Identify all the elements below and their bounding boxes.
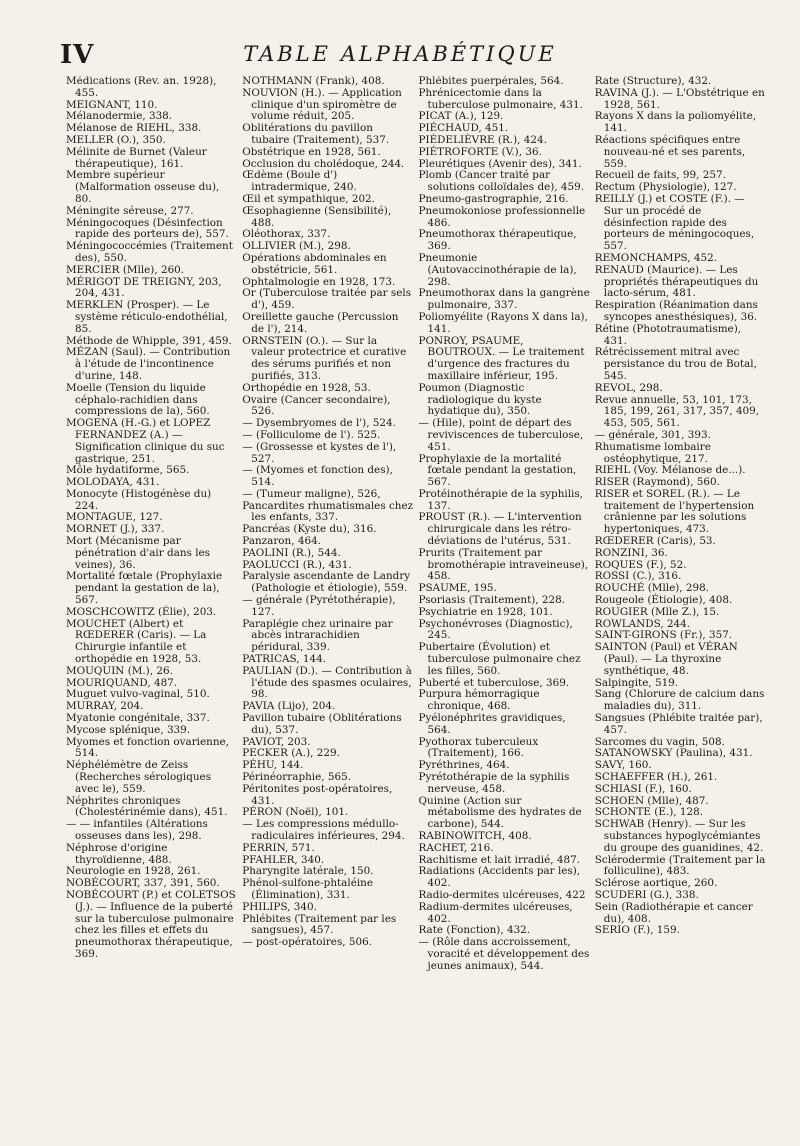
index-entry: SCHOEN (Mlle), 487.	[594, 794, 709, 807]
index-entry: MELLER (O.), 350.	[66, 133, 166, 146]
index-entry: Pneumothorax thérapeutique, 369.	[418, 228, 577, 253]
index-entry: RIEHL (Voy. Mélanose de...).	[594, 464, 746, 477]
index-entry: SCUDERI (G.), 338.	[594, 888, 699, 901]
index-entry: PIÉDELIÈVRE (R.), 424.	[418, 133, 547, 146]
index-entry: PONROY, PSAUME, BOUTROUX. — Le traitement d'urgence des fractures du maxillaire inférieur, 195.	[418, 334, 585, 382]
index-entry: SCHWAB (Henry). — Sur les substances hypoglycémiantes du groupe des guanidines, 42.	[594, 818, 764, 854]
index-entry: — post-opératoires, 506.	[242, 936, 373, 949]
index-entry: PICAT (A.), 129.	[418, 110, 504, 123]
index-entry: Salpingite, 519.	[594, 676, 679, 689]
index-entry: MOSCHCOWITZ (Élie), 203.	[66, 605, 217, 618]
index-entry: — générale, 301, 393.	[594, 428, 711, 441]
index-entry: — — infantiles (Altérations osseuses dans les), 298.	[66, 818, 208, 842]
index-entry: Rate (Structure), 432.	[594, 76, 712, 87]
index-entry: Rhumatisme lombaire ostéophytique, 217.	[594, 440, 711, 465]
index-entry: PAVIA (Lijo), 204.	[242, 700, 336, 713]
index-entry: Sang (Chlorure de calcium dans maladies du), 311.	[594, 688, 765, 713]
index-entry: — Les compressions médullo-radiculaires inférieures, 294.	[242, 818, 405, 842]
index-entry: Néphélémètre de Zeiss (Recherches sérologiques avec le), 559.	[66, 759, 212, 795]
index-entry: Œdème (Boule d') intradermique, 240.	[242, 169, 357, 194]
index-entry: Pyothorax tuberculeux (Traitement), 166.	[418, 735, 539, 760]
index-entry: MOGENA (H.-G.) et LOPEZ FERNANDEZ (A.) — Signification clinique du suc gastrique, 251.	[66, 417, 225, 465]
index-entry: Psoriasis (Traitement), 228.	[418, 594, 566, 607]
index-entry: MERCIER (Mlle), 260.	[66, 263, 185, 276]
index-column	[419, 76, 590, 1136]
index-entry: Sangsues (Phlébite traitée par), 457.	[594, 712, 763, 736]
index-entry: SCHAEFFER (H.), 261.	[594, 771, 718, 784]
index-entry: Radio-dermites ulcéreuses, 422	[418, 888, 586, 901]
index-entry: Mort (Mécanisme par pénétration d'air dans les veines), 36.	[66, 535, 211, 571]
index-entry: Périnéorraphie, 565.	[242, 771, 351, 784]
index-entry: Pubertaire (Évolution) et tuberculose pulmonaire chez les filles, 560.	[418, 641, 581, 677]
index-entry: Purpura hémorragique chronique, 468.	[418, 688, 540, 713]
index-entry: MEIGNANT, 110.	[66, 98, 158, 111]
index-entry: Panzaron, 464.	[242, 535, 321, 548]
index-entry: Sclérose aortique, 260.	[594, 877, 718, 890]
index-entry: Pneumo-gastrographie, 216.	[418, 192, 569, 205]
index-entry: RISER et SOREL (R.). — Le traitement de l'hypertension crânienne par les solutions hypertoniques, 473.	[594, 487, 755, 536]
index-entry: Myatonie congénitale, 337.	[66, 712, 210, 725]
index-entry: Paralysie ascendante de Landry (Pathologie et étiologie), 559.	[242, 570, 411, 595]
index-entry: Rayons X dans la poliomyélite, 141.	[594, 110, 757, 135]
index-entry: — (Grossesse et kystes de l'), 527.	[242, 440, 397, 465]
index-entry: MERKLEN (Prosper). — Le système réticulo-endothélial, 85.	[66, 299, 228, 335]
index-entry: Mycose splénique, 339.	[66, 723, 191, 736]
index-entry: SCHONTE (E.), 128.	[594, 806, 704, 819]
index-entry: Prophylaxie de la mortalité fœtale pendant la gestation, 567.	[418, 452, 577, 489]
index-entry: Oléothorax, 337.	[242, 228, 331, 241]
index-entry: RENAUD (Maurice). — Les propriétés thérapeutiques du lacto-sérum, 481.	[594, 263, 759, 300]
index-entry: — générale (Pyrétothérapie), 127.	[242, 594, 396, 618]
index-entry: PAVIOT, 203.	[242, 735, 311, 748]
index-entry: Poliomyélite (Rayons X dans la), 141.	[418, 310, 588, 335]
index-entry: NOBÉCOURT (P.) et COLETSOS (J.). — Influence de la puberté sur la tuberculose pulmonaire chez les filles et effets du pneumothorax thérapeutique, 369.	[66, 888, 236, 960]
index-entry: Oreillette gauche (Percussion de l'), 214.	[242, 310, 399, 335]
index-entry: PIÉTROFORTE (V.), 36.	[418, 145, 542, 158]
index-entry: Neurologie en 1928, 261.	[66, 865, 201, 878]
index-entry: — (Tumeur maligne), 526,	[242, 487, 381, 500]
index-entry: SAINTON (Paul) et VÉRAN (Paul). — La thyroxine synthétique, 48.	[594, 641, 738, 677]
index-entry: Pancardites rhumatismales chez les enfants, 337.	[242, 499, 414, 524]
index-entry: Sein (Radiothérapie et cancer du), 408.	[594, 900, 753, 925]
index-entry: Mélanose de RIEHL, 338.	[66, 122, 202, 135]
index-entry: PERRIN, 571.	[242, 841, 315, 854]
index-entry: Poumon (Diagnostic radiologique du kyste hydatique du), 350.	[418, 381, 542, 418]
index-entry: Pneumonie (Autovaccinothérapie de la), 298.	[418, 251, 577, 288]
index-entry: Sclérodermie (Traitement par la folliculine), 483.	[594, 853, 766, 878]
index-entry: ROUGIER (Mlle Z.), 15.	[594, 605, 720, 618]
index-entry: Quinine (Action sur métabolisme des hydrates de carbone), 544.	[418, 794, 582, 831]
index-entry: — (Rôle dans accroissement, voracité et développement des jeunes animaux), 544.	[418, 936, 590, 972]
index-entry: Phlébites (Traitement par les sangsues), 457.	[242, 912, 397, 937]
index-entry: PAOLUCCI (R.), 431.	[242, 558, 352, 571]
index-entry: OLLIVIER (M.), 298.	[242, 240, 351, 253]
index-entry: SCHIASI (F.), 160.	[594, 782, 692, 795]
index-entry: NOTHMANN (Frank), 408.	[242, 76, 385, 87]
index-entry: MONTAGUE, 127.	[66, 511, 163, 524]
index-entry: Radium-dermites ulcéreuses, 402.	[418, 900, 573, 925]
index-entry: PSAUME, 195.	[418, 582, 497, 595]
index-entry: Pleurétiques (Avenir des), 341.	[418, 157, 582, 170]
index-entry: Rate (Fonction), 432.	[418, 924, 531, 937]
index-entry: MORNET (J.), 337.	[66, 523, 165, 536]
index-entry: Ovaire (Cancer secondaire), 526.	[242, 393, 391, 418]
index-entry: Paraplégie chez urinaire par abcès intrarachidien péridural, 339.	[242, 617, 393, 654]
index-entry: PIÉCHAUD, 451.	[418, 122, 509, 135]
index-entry: Phlébites puerpérales, 564.	[418, 76, 564, 87]
index-entry: — Dysembryomes de l'), 524.	[242, 417, 396, 430]
index-entry: REVOL, 298.	[594, 381, 663, 394]
index-entry: Mélanodermie, 338.	[66, 110, 173, 123]
index-entry: MOUCHET (Albert) et RŒDERER (Caris). — La Chirurgie infantile et orthopédie en 1928, 53.	[66, 617, 207, 666]
index-entry: Péritonites post-opératoires, 431.	[242, 782, 393, 807]
index-entry: SAVY, 160.	[594, 759, 652, 772]
index-entry: Psychonévroses (Diagnostic), 245.	[418, 617, 573, 642]
index-entry: Puberté et tuberculose, 369.	[418, 676, 570, 689]
index-entry: Respiration (Réanimation dans syncopes anesthésiques), 36.	[594, 299, 758, 323]
index-entry: Radiations (Accidents par les), 402.	[418, 865, 581, 890]
index-entry: Obstétrique en 1928, 561.	[242, 145, 381, 158]
index-entry: Pancréas (Kyste du), 316.	[242, 523, 377, 536]
index-entry: RŒDERER (Caris), 53.	[594, 535, 716, 548]
index-entry: Pneumothorax dans la gangrène pulmonaire, 337.	[418, 287, 590, 312]
index-columns	[66, 76, 766, 1136]
index-column	[66, 76, 237, 1136]
index-entry: Protéinothérapie de la syphilis, 137.	[418, 487, 583, 512]
index-entry: MÉRIGOT DE TREIGNY, 203, 204, 431.	[66, 275, 222, 300]
index-entry: Pyrétothérapie de la syphilis nerveuse, 458.	[418, 771, 570, 795]
index-entry: ROQUES (F.), 52.	[594, 558, 687, 571]
index-entry: MOUQUIN (M.), 26.	[66, 664, 173, 677]
index-entry: Néphrites chroniques (Cholestérinémie dans), 451.	[66, 794, 228, 819]
index-entry: REILLY (J.) et COSTE (F.). — Sur un procédé de désinfection rapide des porteurs de méningocoques, 557.	[594, 192, 755, 253]
index-entry: RABINOWITCH, 408.	[418, 830, 532, 842]
index-entry: PATRICAS, 144.	[242, 653, 327, 666]
index-entry: Œil et sympathique, 202.	[242, 192, 375, 205]
index-entry: Plomb (Cancer traité par solutions colloïdales de), 459.	[418, 169, 585, 194]
index-entry: Rétrécissement mitral avec persistance du trou de Botal, 545.	[594, 346, 757, 382]
index-entry: Ophtalmologie en 1928, 173.	[242, 275, 396, 288]
index-entry: SATANOWSKY (Paulina), 431.	[594, 747, 753, 760]
running-title: TABLE ALPHABÉTIQUE	[243, 42, 557, 66]
index-column	[595, 76, 766, 1136]
index-entry: Rectum (Physiologie), 127.	[594, 181, 737, 194]
index-entry: Œsophagienne (Sensibilité), 488.	[242, 204, 392, 229]
index-entry: Méningococcémies (Traitement des), 550.	[66, 240, 233, 264]
index-entry: — (Folliculome de l'). 525.	[242, 428, 381, 441]
index-entry: PAOLINI (R.), 544.	[242, 546, 341, 559]
index-entry: Oblitérations du pavillon tubaire (Traitement), 537.	[242, 122, 390, 146]
index-entry: RISER (Raymond), 560.	[594, 476, 720, 489]
index-entry: SERIO (F.), 159.	[594, 924, 680, 937]
index-entry: Néphrose d'origine thyroïdienne, 488.	[66, 841, 172, 866]
index-entry: MOURIQUAND, 487.	[66, 676, 178, 689]
index-entry: MÉZAN (Saul). — Contribution à l'étude de l'incontinence d'urine, 148.	[66, 346, 231, 382]
index-entry: Pyélonéphrites gravidiques, 564.	[418, 712, 566, 736]
index-entry: MURRAY, 204.	[66, 700, 144, 713]
index-column	[242, 76, 413, 1136]
index-entry: Recueil de faits, 99, 257.	[594, 169, 726, 182]
index-entry: ROWLANDS, 244.	[594, 617, 691, 630]
index-entry: PFAHLER, 340.	[242, 853, 325, 866]
index-entry: ROSSI (C.), 316.	[594, 570, 682, 583]
index-entry: Méthode de Whipple, 391, 459.	[66, 334, 232, 347]
index-entry: — (Myomes et fonction des), 514.	[242, 464, 393, 489]
index-entry: RAVINA (J.). — L'Obstétrique en 1928, 561.	[594, 86, 765, 111]
index-entry: Méningocoques (Désinfection rapide des porteurs de), 557.	[66, 216, 229, 241]
index-entry: Rachitisme et lait irradié, 487.	[418, 853, 580, 866]
index-entry: Or (Tuberculose traitée par sels d'), 459.	[242, 287, 412, 312]
index-entry: PAULIAN (D.). — Contribution à l'étude des spasmes oculaires, 98.	[242, 664, 412, 701]
index-entry: PHILIPS, 340.	[242, 900, 317, 913]
page-number: IV	[60, 40, 95, 70]
index-entry: PROUST (R.). — L'intervention chirurgicale dans les rétro-déviations de l'utérus, 531.	[418, 511, 582, 548]
index-entry: PÉRON (Noël), 101.	[242, 806, 349, 819]
index-entry: Revue annuelle, 53, 101, 173, 185, 199, 261, 317, 357, 409, 453, 505, 561.	[594, 393, 760, 430]
index-entry: ORNSTEIN (O.). — Sur la valeur protectrice et curative des sérums purifiés et non purifiés, 313.	[242, 334, 407, 382]
index-entry: Membre supérieur (Malformation osseuse du), 80.	[66, 169, 220, 205]
index-entry: REMONCHAMPS, 452.	[594, 251, 718, 264]
index-entry: Pavillon tubaire (Oblitérations du), 537.	[242, 712, 402, 736]
index-entry: Opérations abdominales en obstétricie, 561.	[242, 251, 387, 276]
index-entry: Moelle (Tension du liquide céphalo-rachidien dans compressions de la), 560.	[66, 381, 210, 418]
index-entry: Myomes et fonction ovarienne, 514.	[66, 735, 229, 760]
index-entry: Muguet vulvo-vaginal, 510.	[66, 688, 210, 701]
index-entry: NOBÉCOURT, 337, 391, 560.	[66, 877, 220, 890]
index-entry: Pharyngite latérale, 150.	[242, 865, 374, 878]
index-entry: Mortalité fœtale (Prophylaxie pendant la gestation de la), 567.	[66, 570, 223, 607]
index-entry: Sarcomes du vagin, 508.	[594, 735, 725, 748]
index-entry: Orthopédie en 1928, 53.	[242, 381, 371, 394]
index-entry: Réactions spécifiques entre nouveau-né et ses parents, 559.	[594, 133, 746, 170]
index-entry: Méningite séreuse, 277.	[66, 204, 194, 217]
index-entry: Pyréthrines, 464.	[418, 759, 510, 772]
index-entry: SAINT-GIRONS (Fr.), 357.	[594, 629, 733, 642]
index-entry: Pneumokoniose professionnelle 486.	[418, 204, 586, 229]
index-entry: Monocyte (Histogénèse du) 224.	[66, 487, 212, 512]
index-entry: Rougeole (Étiologie), 408.	[594, 594, 733, 607]
index-entry: Rétine (Phototraumatisme), 431.	[594, 322, 742, 347]
index-entry: Phrénicectomie dans la tuberculose pulmonaire, 431.	[418, 86, 583, 111]
index-entry: — (Hile), point de départ des reviviscences de tuberculose, 451.	[418, 417, 584, 453]
index-entry: RONZINI, 36.	[594, 546, 668, 559]
index-entry: Mélinite de Burnet (Valeur thérapeutique), 161.	[66, 145, 207, 170]
index-entry: Médications (Rev. an. 1928), 455.	[66, 76, 217, 99]
index-entry: Môle hydatiforme, 565.	[66, 464, 190, 477]
index-entry: Psychiatrie en 1928, 101.	[418, 605, 553, 618]
index-entry: PÉHU, 144.	[242, 759, 304, 772]
index-entry: Occlusion du cholédoque, 244.	[242, 157, 405, 170]
index-entry: Phénol-sulfone-phtaléine (Élimination), 331.	[242, 877, 374, 901]
index-entry: ROUCHÉ (Mlle), 298.	[594, 582, 710, 595]
index-entry: PECKER (A.), 229.	[242, 747, 340, 760]
index-entry: Prurits (Traitement par bromothérapie intraveineuse), 458.	[418, 546, 589, 583]
index-entry: MOLODAYA, 431.	[66, 476, 160, 489]
index-entry: RACHET, 216.	[418, 841, 494, 854]
index-entry: NOUVION (H.). — Application clinique d'un spiromètre de volume réduit, 205.	[242, 86, 402, 123]
